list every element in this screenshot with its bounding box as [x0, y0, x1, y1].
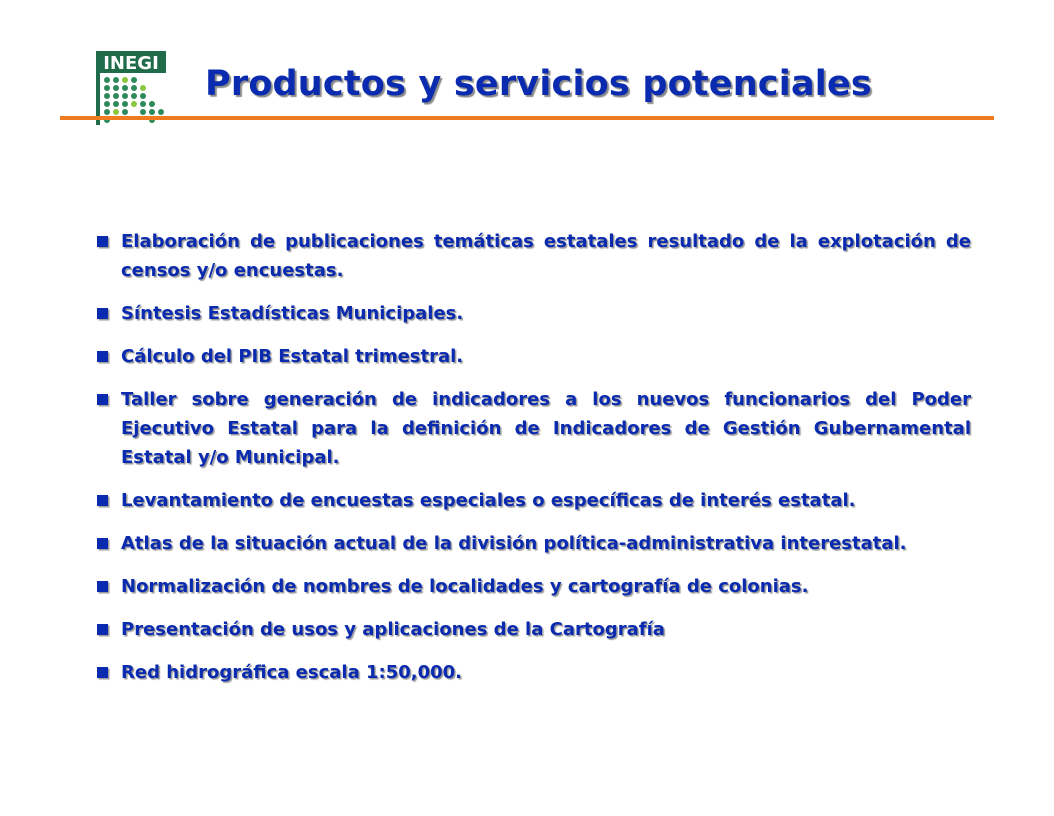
- inegi-logo: [95, 50, 167, 126]
- list-item: [97, 529, 971, 558]
- list-item: [97, 299, 971, 328]
- list-item: [97, 342, 971, 371]
- inegi-logo-graphic: [95, 50, 167, 126]
- list-item: [97, 227, 971, 285]
- list-item-text: Taller sobre generación de indicadores a los nuevos funcionarios del Poder Ejecutivo Estatal para la definición de Indicadores de Gestión Gubernamental Estatal y/o Municipal.: [121, 389, 971, 468]
- square-bullet-icon: [97, 351, 108, 362]
- title-divider: [60, 116, 994, 120]
- list-item-text: Atlas de la situación actual de la división política-administrativa interestatal.: [121, 533, 907, 554]
- square-bullet-icon: [97, 624, 108, 635]
- square-bullet-icon: [97, 394, 108, 405]
- list-item-text: Síntesis Estadísticas Municipales.: [121, 303, 464, 324]
- list-item: [97, 572, 971, 601]
- list-item-text: Presentación de usos y aplicaciones de la Cartografía: [121, 619, 665, 640]
- list-item: [97, 615, 971, 644]
- square-bullet-icon: [97, 495, 108, 506]
- list-item-text: Cálculo del PIB Estatal trimestral.: [121, 346, 464, 367]
- page-title: Productos y servicios potenciales: [205, 64, 872, 104]
- logo-text: INEGI: [103, 53, 159, 74]
- square-bullet-icon: [97, 538, 108, 549]
- list-item-text: Elaboración de publicaciones temáticas estatales resultado de la explotación de censos y/o encuestas.: [121, 231, 971, 281]
- list-item-text: Red hidrográfica escala 1:50,000.: [121, 662, 463, 683]
- square-bullet-icon: [97, 581, 108, 592]
- list-item-text: Normalización de nombres de localidades y cartografía de colonias.: [121, 576, 809, 597]
- square-bullet-icon: [97, 308, 108, 319]
- square-bullet-icon: [97, 236, 108, 247]
- list-item: [97, 486, 971, 515]
- list-item: [97, 385, 971, 472]
- square-bullet-icon: [97, 667, 108, 678]
- list-item: [97, 658, 971, 687]
- bullet-list: [97, 227, 971, 701]
- list-item-text: Levantamiento de encuestas especiales o específicas de interés estatal.: [121, 490, 856, 511]
